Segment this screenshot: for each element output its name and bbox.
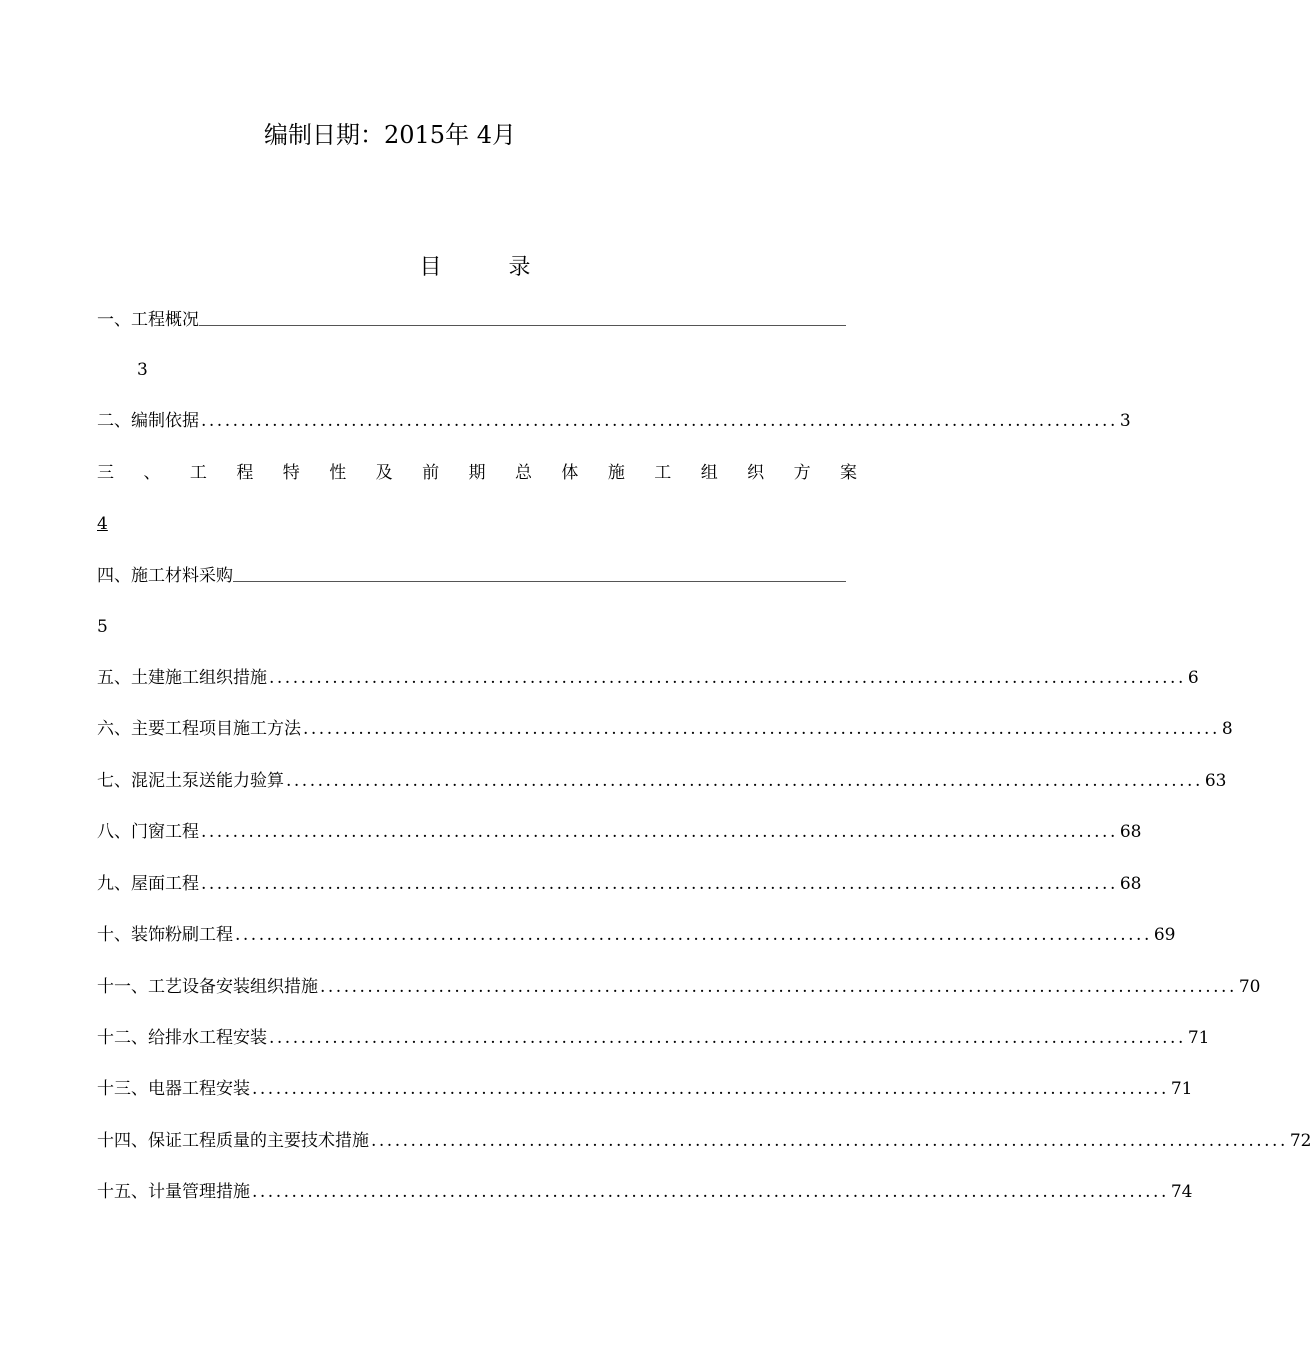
toc-entry-char: 、 bbox=[143, 463, 161, 483]
toc-entry-char: 前 bbox=[422, 463, 440, 483]
toc-leader-line bbox=[199, 307, 846, 326]
toc-entry-page: 71 bbox=[1187, 1028, 1210, 1048]
toc-entry-12[interactable] bbox=[97, 1025, 1210, 1051]
toc-entry-4[interactable] bbox=[97, 563, 857, 589]
toc-leader-dots: .................................................................................................................... bbox=[201, 411, 1118, 431]
toc-leader-dots: .................................................................................................................... bbox=[201, 822, 1118, 842]
toc-entry-page: 70 bbox=[1238, 977, 1261, 997]
toc-entry-label: 一、工程概况 bbox=[97, 310, 199, 330]
toc-entry-1-page: 3 bbox=[137, 360, 148, 380]
toc-entry-page: 68 bbox=[1119, 874, 1142, 894]
toc-entry-char: 性 bbox=[329, 463, 347, 483]
toc-entry-11[interactable] bbox=[97, 974, 1261, 1000]
toc-entry-14[interactable] bbox=[97, 1128, 1311, 1154]
toc-entry-char: 程 bbox=[236, 463, 254, 483]
toc-entry-page: 68 bbox=[1119, 822, 1142, 842]
toc-leader-dots: .................................................................................................................... bbox=[269, 668, 1186, 688]
toc-entry-page: 72 bbox=[1289, 1131, 1311, 1151]
toc-entry-9[interactable] bbox=[97, 871, 1142, 897]
toc-entry-label: 七、混泥土泵送能力验算 bbox=[97, 771, 284, 791]
toc-entry-page: 3 bbox=[1119, 411, 1131, 431]
toc-entry-3-page: 4 bbox=[97, 514, 108, 534]
toc-entry-page: 6 bbox=[1187, 668, 1199, 688]
toc-entry-13[interactable] bbox=[97, 1076, 1193, 1102]
toc-entry-char: 案 bbox=[840, 463, 857, 483]
toc-entry-label: 十五、计量管理措施 bbox=[97, 1182, 250, 1202]
toc-entry-label: 六、主要工程项目施工方法 bbox=[97, 719, 301, 739]
toc-entry-label: 五、土建施工组织措施 bbox=[97, 668, 267, 688]
toc-entry-char: 工 bbox=[189, 463, 207, 483]
toc-entry-char: 方 bbox=[793, 463, 811, 483]
toc-entry-label: 四、施工材料采购 bbox=[97, 566, 233, 586]
toc-entry-10[interactable] bbox=[97, 922, 1176, 948]
toc-leader-dots: .................................................................................................................... bbox=[371, 1131, 1288, 1151]
toc-entry-label: 十二、给排水工程安装 bbox=[97, 1028, 267, 1048]
toc-entry-15[interactable] bbox=[97, 1179, 1193, 1205]
toc-entry-char: 总 bbox=[514, 463, 532, 483]
toc-leader-dots: .................................................................................................................... bbox=[320, 977, 1237, 997]
toc-entry-page: 74 bbox=[1170, 1182, 1193, 1202]
toc-entry-char: 及 bbox=[375, 463, 393, 483]
toc-leader-dots: .................................................................................................................... bbox=[235, 925, 1152, 945]
toc-entry-3[interactable] bbox=[97, 460, 857, 486]
toc-entry-page: 8 bbox=[1221, 719, 1233, 739]
toc-entry-8[interactable] bbox=[97, 819, 1142, 845]
toc-entry-1[interactable] bbox=[97, 307, 857, 333]
toc-entry-page: 71 bbox=[1170, 1079, 1193, 1099]
toc-entry-6[interactable] bbox=[97, 716, 1233, 742]
toc-leader-dots: .................................................................................................................... bbox=[201, 874, 1118, 894]
toc-entry-char: 期 bbox=[468, 463, 486, 483]
toc-entry-label: 十四、保证工程质量的主要技术措施 bbox=[97, 1131, 369, 1151]
toc-entry-label: 八、门窗工程 bbox=[97, 822, 199, 842]
toc-entry-4-page: 5 bbox=[97, 617, 108, 637]
toc-entry-label: 十、装饰粉刷工程 bbox=[97, 925, 233, 945]
toc-entry-char: 三 bbox=[97, 463, 114, 483]
toc-entry-label: 十一、工艺设备安装组织措施 bbox=[97, 977, 318, 997]
toc-leader-dots: .................................................................................................................... bbox=[252, 1079, 1169, 1099]
toc-entry-label: 二、编制依据 bbox=[97, 411, 199, 431]
toc-entry-2[interactable] bbox=[97, 408, 1131, 434]
toc-entry-5[interactable] bbox=[97, 665, 1199, 691]
toc-leader-dots: .................................................................................................................... bbox=[286, 771, 1203, 791]
toc-entry-char: 特 bbox=[282, 463, 300, 483]
toc-entry-page: 63 bbox=[1204, 771, 1227, 791]
toc-entry-char: 施 bbox=[607, 463, 625, 483]
toc-title: 目 录 bbox=[419, 255, 561, 280]
toc-leader-line bbox=[233, 563, 846, 582]
toc-leader-dots: .................................................................................................................... bbox=[269, 1028, 1186, 1048]
toc-entry-char: 组 bbox=[700, 463, 718, 483]
toc-entry-label: 十三、电器工程安装 bbox=[97, 1079, 250, 1099]
toc-leader-dots: .................................................................................................................... bbox=[303, 719, 1220, 739]
toc-entry-7[interactable] bbox=[97, 768, 1227, 794]
toc-leader-dots: .................................................................................................................... bbox=[252, 1182, 1169, 1202]
toc-entry-char: 织 bbox=[747, 463, 765, 483]
toc-entry-char: 工 bbox=[654, 463, 672, 483]
toc-entry-label: 九、屋面工程 bbox=[97, 874, 199, 894]
toc-entry-char: 体 bbox=[561, 463, 579, 483]
toc-entry-page: 69 bbox=[1153, 925, 1176, 945]
compile-date: 编制日期：2015年 4月 bbox=[264, 121, 516, 149]
